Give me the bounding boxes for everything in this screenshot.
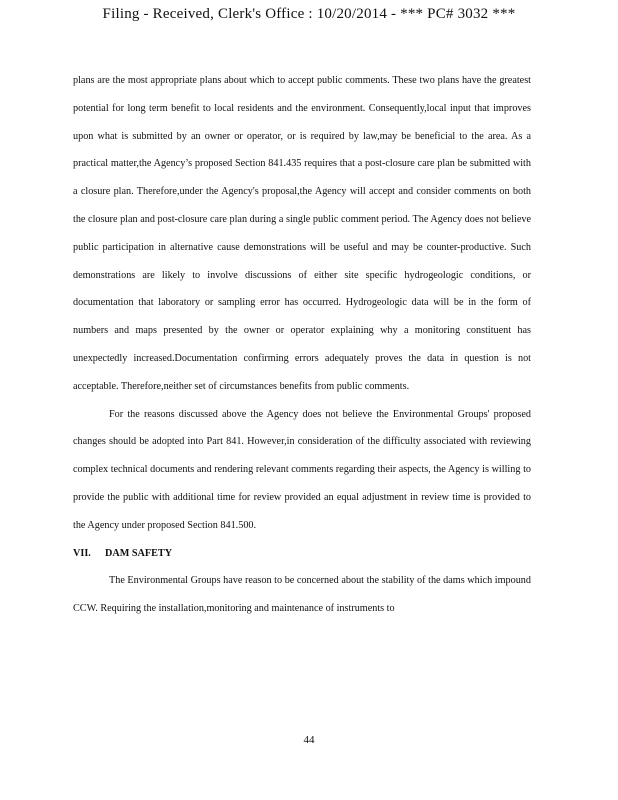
section-heading [73,540,531,568]
section-number: VII. [73,547,91,559]
paragraph-dam-safety: The Environmental Groups have reason to be concerned about the stability of the dams which impound CCW. Requiring the installation,monitoring and maintenance of instruments to [73,575,531,615]
document-body [73,67,531,623]
paragraph-environmental-groups: For the reasons discussed above the Agency does not believe the Environmental Groups' proposed changes should be adopted into Part 841. However,in consideration of the difficulty associated with reviewing complex technical documents and rendering relevant comments regarding their aspects, the Agency is willing to provide the public with additional time for review provided an equal adjustment in review time is provided to the Agency under proposed Section 841.500. [73,408,531,531]
filing-stamp-header: Filing - Received, Clerk's Office : 10/20/2014 - *** PC# 3032 *** [102,6,516,22]
section-title: DAM SAFETY [105,547,173,559]
page-number: 44 [303,734,315,746]
paragraph-public-comments: plans are the most appropriate plans about which to accept public comments. These two plans have the greatest potential for long term benefit to local residents and the environment. Consequently,local input that improves upon what is submitted by an owner or operator, or is required by law,may be beneficial to the area. As a practical matter,the Agency’s proposed Section 841.435 requires that a post-closure care plan be submitted with a closure plan. Therefore,under the Agency's proposal,the Agency will accept and consider comments on both the closure plan and post-closure care plan during a single public comment period. The Agency does not believe public participation in alternative cause demonstrations will be useful and may be counter-productive. Such demonstrations are likely to involve discussions of either site specific hydrogeologic conditions, or documentation that laboratory or sampling error has occurred. Hydrogeologic data will be in the form of numbers and maps presented by the owner or operator explaining why a monitoring constituent has unexpectedly increased.Documentation confirming errors adequately proves the data in question is not acceptable. Therefore,neither set of circumstances benefits from public comments. [73,75,531,392]
